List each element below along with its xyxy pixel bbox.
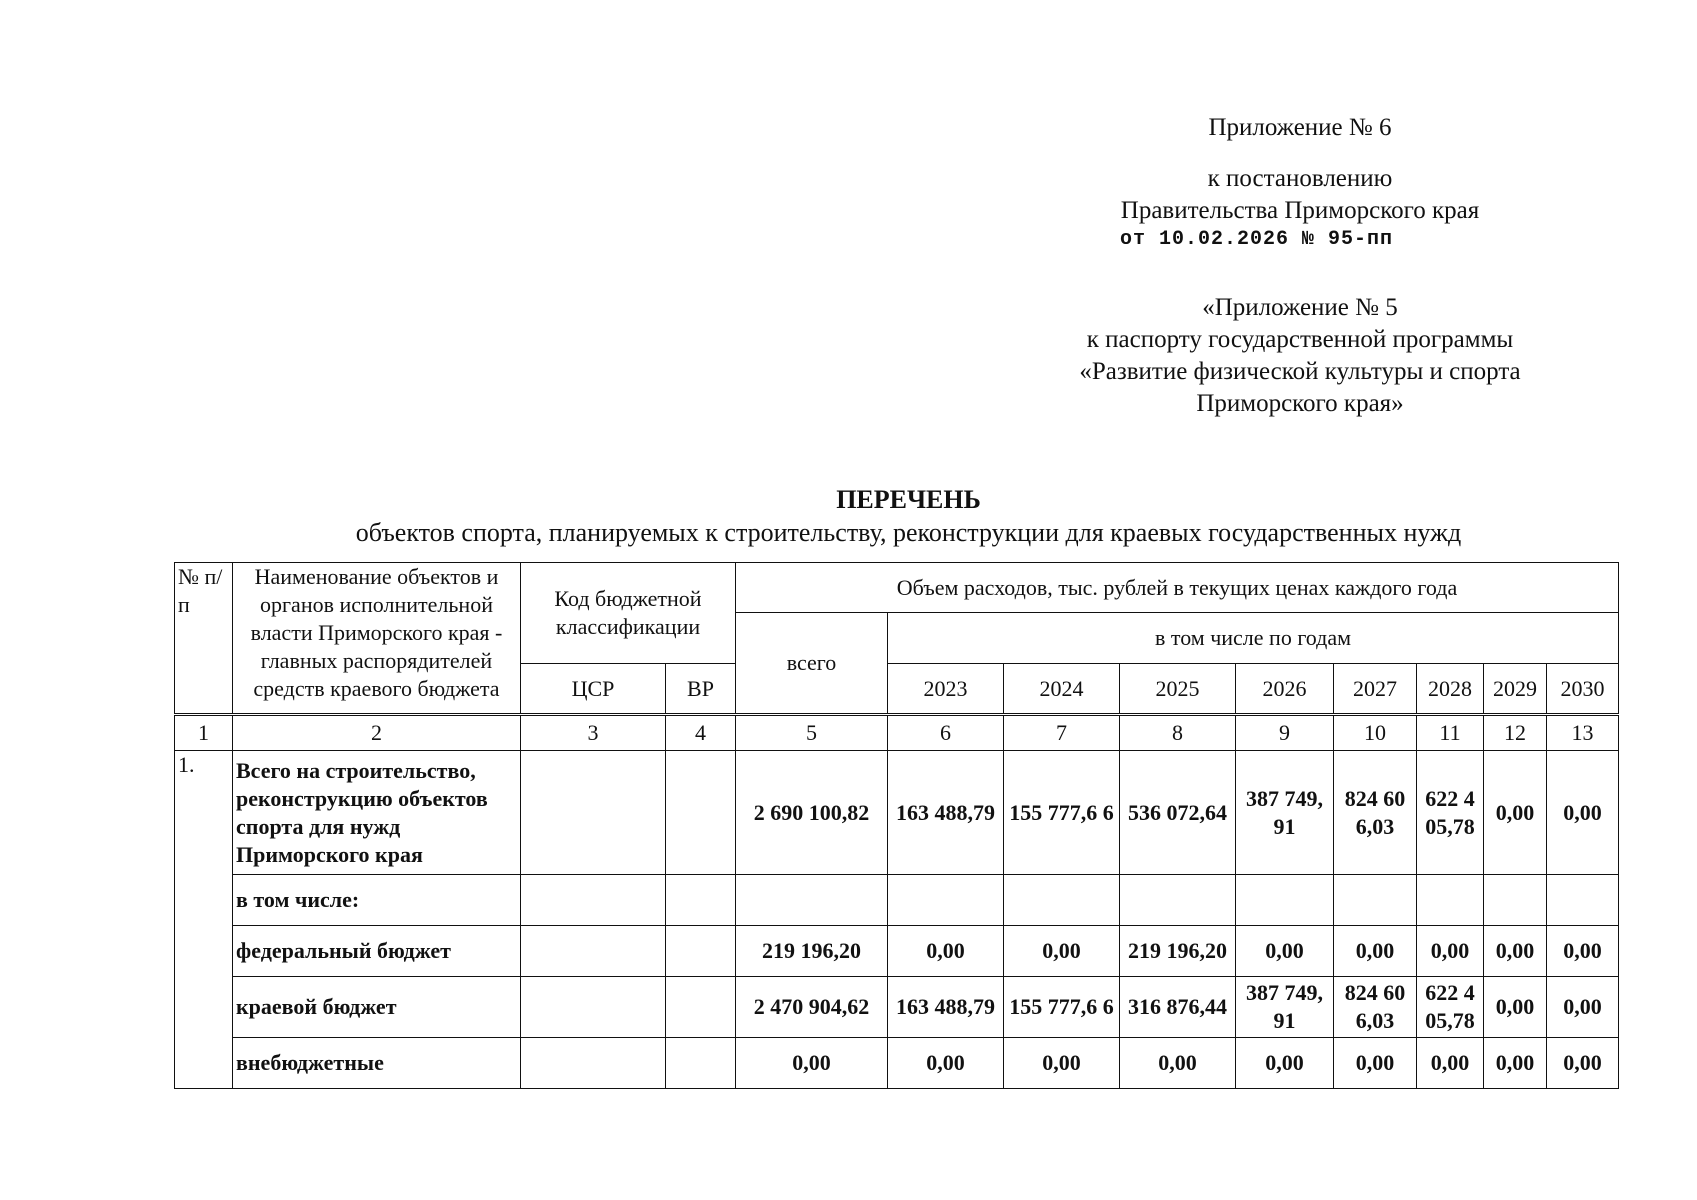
row-value: 219 196,20: [1120, 926, 1236, 977]
row-value: 155 777,6 6: [1004, 977, 1120, 1038]
header-year: 2029: [1484, 664, 1547, 715]
row-value: 0,00: [1120, 1038, 1236, 1089]
document-title: ПЕРЕЧЕНЬ: [836, 485, 981, 514]
row-value: [1484, 875, 1547, 926]
row-total: 2 690 100,82: [736, 751, 888, 875]
row-value: [1236, 875, 1334, 926]
row-value: 316 876,44: [1120, 977, 1236, 1038]
col-number: 6: [888, 715, 1004, 751]
row-csr: [521, 875, 666, 926]
date-number: от 10.02.2026 № 95-пп: [1120, 228, 1394, 251]
row-value: 0,00: [888, 926, 1004, 977]
appendix-label: Приложение № 6: [1208, 114, 1392, 141]
program-name-text: «Развитие физической культуры и спорта: [1079, 358, 1521, 385]
program-appendix-ref: [1000, 292, 1600, 420]
header-year: 2030: [1547, 664, 1619, 715]
row-value: 824 60 6,03: [1334, 751, 1417, 875]
row-name: краевой бюджет: [233, 977, 521, 1038]
header-total: всего: [736, 613, 888, 715]
region-text: Приморского края»: [1196, 390, 1404, 417]
row-value: 0,00: [1484, 1038, 1547, 1089]
row-vr: [666, 751, 736, 875]
col-number: 1: [175, 715, 233, 751]
document-subtitle: объектов спорта, планируемых к строительству, реконструкции для краевых государственных нужд: [355, 518, 1462, 547]
row-num: 1.: [175, 751, 233, 1089]
header-csr: ЦСР: [521, 664, 666, 715]
row-value: [1120, 875, 1236, 926]
col-number: 11: [1417, 715, 1484, 751]
row-value: 536 072,64: [1120, 751, 1236, 875]
row-value: [1334, 875, 1417, 926]
row-value: 155 777,6 6: [1004, 751, 1120, 875]
header-vr: ВР: [666, 664, 736, 715]
row-value: 0,00: [1484, 977, 1547, 1038]
row-value: 622 4 05,78: [1417, 751, 1484, 875]
to-resolution-text: к постановлению: [1207, 165, 1393, 192]
table-row: [175, 926, 1619, 977]
row-value: 0,00: [1236, 926, 1334, 977]
row-total: 0,00: [736, 1038, 888, 1089]
row-name: федеральный бюджет: [233, 926, 521, 977]
row-value: [1004, 875, 1120, 926]
row-value: [1547, 875, 1619, 926]
header-year: 2023: [888, 664, 1004, 715]
sports-objects-table: [174, 562, 1619, 1089]
row-value: [888, 875, 1004, 926]
to-passport-text: к паспорту государственной программы: [1086, 326, 1514, 353]
row-csr: [521, 1038, 666, 1089]
row-total: [736, 875, 888, 926]
row-vr: [666, 875, 736, 926]
header-year: 2024: [1004, 664, 1120, 715]
col-number: 13: [1547, 715, 1619, 751]
col-number: 3: [521, 715, 666, 751]
row-value: 0,00: [1547, 1038, 1619, 1089]
row-value: 0,00: [1547, 926, 1619, 977]
row-value: 0,00: [1417, 1038, 1484, 1089]
header-name: Наименование объектов и органов исполнительной власти Приморского края - главных распорядителей средств краевого бюджета: [233, 563, 521, 715]
row-vr: [666, 1038, 736, 1089]
row-value: 0,00: [1484, 751, 1547, 875]
row-vr: [666, 926, 736, 977]
header-year: 2027: [1334, 664, 1417, 715]
row-value: 0,00: [1334, 926, 1417, 977]
row-value: 0,00: [1484, 926, 1547, 977]
col-number: 9: [1236, 715, 1334, 751]
col-number: 7: [1004, 715, 1120, 751]
header-num: № п/п: [175, 563, 233, 715]
row-value: 163 488,79: [888, 977, 1004, 1038]
row-value: 622 4 05,78: [1417, 977, 1484, 1038]
row-value: 0,00: [1334, 1038, 1417, 1089]
header-year: 2025: [1120, 664, 1236, 715]
row-value: [1417, 875, 1484, 926]
header-year: 2028: [1417, 664, 1484, 715]
row-value: 387 749, 91: [1236, 977, 1334, 1038]
col-number: 4: [666, 715, 736, 751]
table-row: [175, 1038, 1619, 1089]
header-year: 2026: [1236, 664, 1334, 715]
row-csr: [521, 977, 666, 1038]
row-value: 163 488,79: [888, 751, 1004, 875]
resolution-ref: [1070, 163, 1530, 227]
col-number: 5: [736, 715, 888, 751]
table-row: [175, 875, 1619, 926]
header-volume: Объем расходов, тыс. рублей в текущих ценах каждого года: [736, 563, 1619, 613]
row-value: 0,00: [1236, 1038, 1334, 1089]
government-text: Правительства Приморского края: [1120, 197, 1480, 224]
col-number: 12: [1484, 715, 1547, 751]
row-value: 0,00: [1417, 926, 1484, 977]
header-by-years: в том числе по годам: [888, 613, 1619, 664]
row-vr: [666, 977, 736, 1038]
row-value: 387 749, 91: [1236, 751, 1334, 875]
row-value: 0,00: [1004, 926, 1120, 977]
row-value: 0,00: [1547, 977, 1619, 1038]
header-code: Код бюджетной классификации: [521, 563, 736, 664]
row-csr: [521, 751, 666, 875]
col-number: 2: [233, 715, 521, 751]
table-row: [175, 751, 1619, 875]
row-value: 824 60 6,03: [1334, 977, 1417, 1038]
row-csr: [521, 926, 666, 977]
row-name: в том числе:: [233, 875, 521, 926]
row-total: 2 470 904,62: [736, 977, 888, 1038]
row-name: Всего на строительство, реконструкцию объектов спорта для нужд Приморского края: [233, 751, 521, 875]
row-value: 0,00: [1547, 751, 1619, 875]
column-numbers-row: [175, 715, 1619, 751]
appendix5-text: «Приложение № 5: [1202, 294, 1398, 321]
col-number: 10: [1334, 715, 1417, 751]
row-value: 0,00: [1004, 1038, 1120, 1089]
row-name: внебюджетные: [233, 1038, 521, 1089]
table-row: [175, 977, 1619, 1038]
col-number: 8: [1120, 715, 1236, 751]
row-value: 0,00: [888, 1038, 1004, 1089]
row-total: 219 196,20: [736, 926, 888, 977]
